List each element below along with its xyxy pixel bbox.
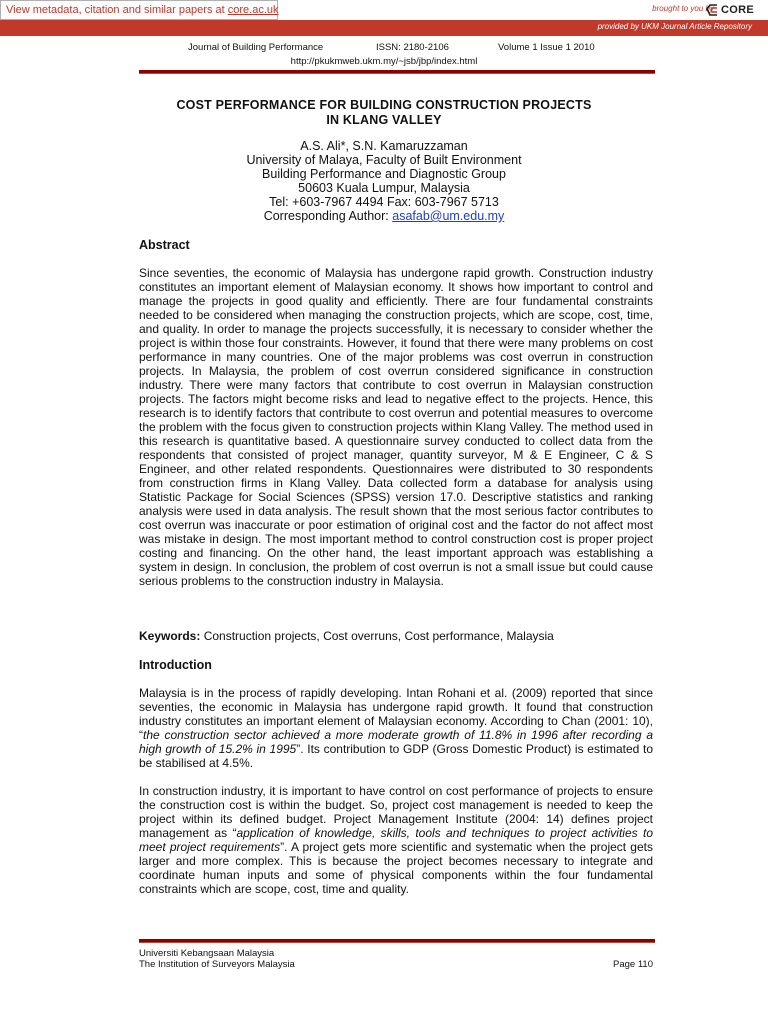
author-address: 50603 Kuala Lumpur, Malaysia <box>298 181 470 195</box>
author-affiliation-2: Building Performance and Diagnostic Group <box>262 167 506 181</box>
intro-p1-quote: the construction sector achieved a more moderate growth of 11.8% in 1996 after recording a high growth of 15.2% in 1995 <box>139 728 653 756</box>
paper-title-line-2: IN KLANG VALLEY <box>326 113 442 127</box>
introduction-paragraph-1 <box>139 686 653 770</box>
footer-institutions <box>139 948 295 970</box>
abstract-heading: Abstract <box>139 238 190 252</box>
core-top-strip <box>0 0 768 21</box>
header-divider <box>139 70 655 74</box>
journal-name: Journal of Building Performance <box>188 42 324 53</box>
core-ac-uk-link[interactable]: core.ac.uk <box>227 4 279 16</box>
brought-to-you-label: brought to you by <box>652 4 714 13</box>
introduction-paragraph-2 <box>139 784 653 896</box>
corresponding-author-label: Corresponding Author: <box>263 209 393 223</box>
paper-title <box>0 98 768 128</box>
author-names: A.S. Ali*, S.N. Kamaruzzaman <box>300 139 468 153</box>
core-logo[interactable] <box>705 2 754 18</box>
journal-issn: ISSN: 2180-2106 <box>376 42 449 53</box>
keywords-line <box>139 629 653 643</box>
abstract-text: Since seventies, the economic of Malaysia has undergone rapid growth. Construction industry constitutes an important element of Malaysian economy. It shows how important to control and manage the projects in good quality and efficiently. There are four fundamental constraints needed to be considered when managing the construction projects, which are scope, cost, time, and quality. In order to manage the projects successfully, it is necessary to consider whether the project is within those four constraints. However, it found that there were many problems on cost performance in many countries. One of the major problems was cost overrun in construction projects. In Malaysia, the problem of cost overrun considered significance in construction industry. There were many factors that contribute to cost overrun in Malaysian construction projects. The factors might become risks and lead to negative effect to the projects. Hence, this research is to identify factors that contribute to cost overrun and potential measures to overcome the problem with the focus given to construction projects within Klang Valley. The method used in this research is quantitative based. A questionnaire survey conducted to collect data from the respondents that consisted of project manager, quantity surveyor, M & E Engineer, C & S Engineer, and other related respondents. Questionnaires were distributed to 30 respondents from construction firms in Klang Valley. Data collected form a database for analysis using Statistic Package for Social Sciences (SPSS) version 17.0. Descriptive statistics and ranking analysis were used in data analysis. The result shown that the most serious factor contributes to cost overrun was inaccurate or poor estimation of original cost and the factor do not affect most was mistake in design. The most important method to control construction cost is proper project costing and financing. On the other hand, the least important approach was establishing a system in design. In conclusion, the problem of cost overrun is not a small issue but could cause serious problems to the construction industry in Malaysia. <box>139 266 653 588</box>
intro-p1-text-a: Malaysia is in the process of rapidly developing. Intan Rohani et al. (2009) reported that since seventies, the economic in Malaysia has undergone rapid growth. It found that construction industry constitutes an important element of Malaysian economy. According to Chan (2001: 10), “ <box>139 686 653 742</box>
corresponding-author <box>0 209 768 223</box>
footer-divider <box>139 939 655 943</box>
core-logo-icon <box>705 3 719 17</box>
core-metadata-text: View metadata, citation and similar papers at <box>6 4 228 16</box>
intro-p2-text-b: ”. A project gets more scientific and systematic when the project gets larger and more complex. This is because the project becomes necessary to integrate and coordinate human inputs and some of physical components within the four fundamental constraints which are scope, cost, time and quality. <box>139 840 653 896</box>
core-metadata-link[interactable] <box>0 0 278 20</box>
intro-p2-text-a: In construction industry, it is important to have control on cost performance of projects to ensure the construction cost is within the budget. So, project cost management is needed to keep the project within its defined budget. Project Management Institute (2004: 14) defines project management as “ <box>139 784 653 840</box>
core-logo-text: CORE <box>721 4 754 16</box>
paper-title-line-1: COST PERFORMANCE FOR BUILDING CONSTRUCTION PROJECTS <box>176 98 592 112</box>
provided-by-label: provided by UKM Journal Article Repository <box>597 22 752 31</box>
page-number: Page 110 <box>613 959 653 970</box>
keywords-text: Construction projects, Cost overruns, Cost performance, Malaysia <box>200 629 554 643</box>
keywords-label: Keywords: <box>139 629 201 643</box>
corresponding-email-link[interactable]: asafab@um.edu.my <box>392 209 505 223</box>
footer-line-1: Universiti Kebangsaan Malaysia <box>139 948 275 959</box>
intro-p1-text-b: ”. Its contribution to GDP (Gross Domestic Product) is estimated to be stabilised at 4.5%. <box>139 742 653 770</box>
author-affiliation-1: University of Malaya, Faculty of Built Environment <box>246 153 522 167</box>
journal-volume: Volume 1 Issue 1 2010 <box>498 42 595 53</box>
footer-line-2: The Institution of Surveyors Malaysia <box>139 959 295 970</box>
author-tel-fax: Tel: +603-7967 4494 Fax: 603-7967 5713 <box>269 195 499 209</box>
journal-url: http://pkukmweb.ukm.my/~jsb/jbp/index.html <box>290 56 478 67</box>
author-block <box>0 139 768 223</box>
intro-p2-quote: application of knowledge, skills, tools and techniques to project activities to meet project requirements <box>139 826 653 854</box>
introduction-heading: Introduction <box>139 658 212 672</box>
